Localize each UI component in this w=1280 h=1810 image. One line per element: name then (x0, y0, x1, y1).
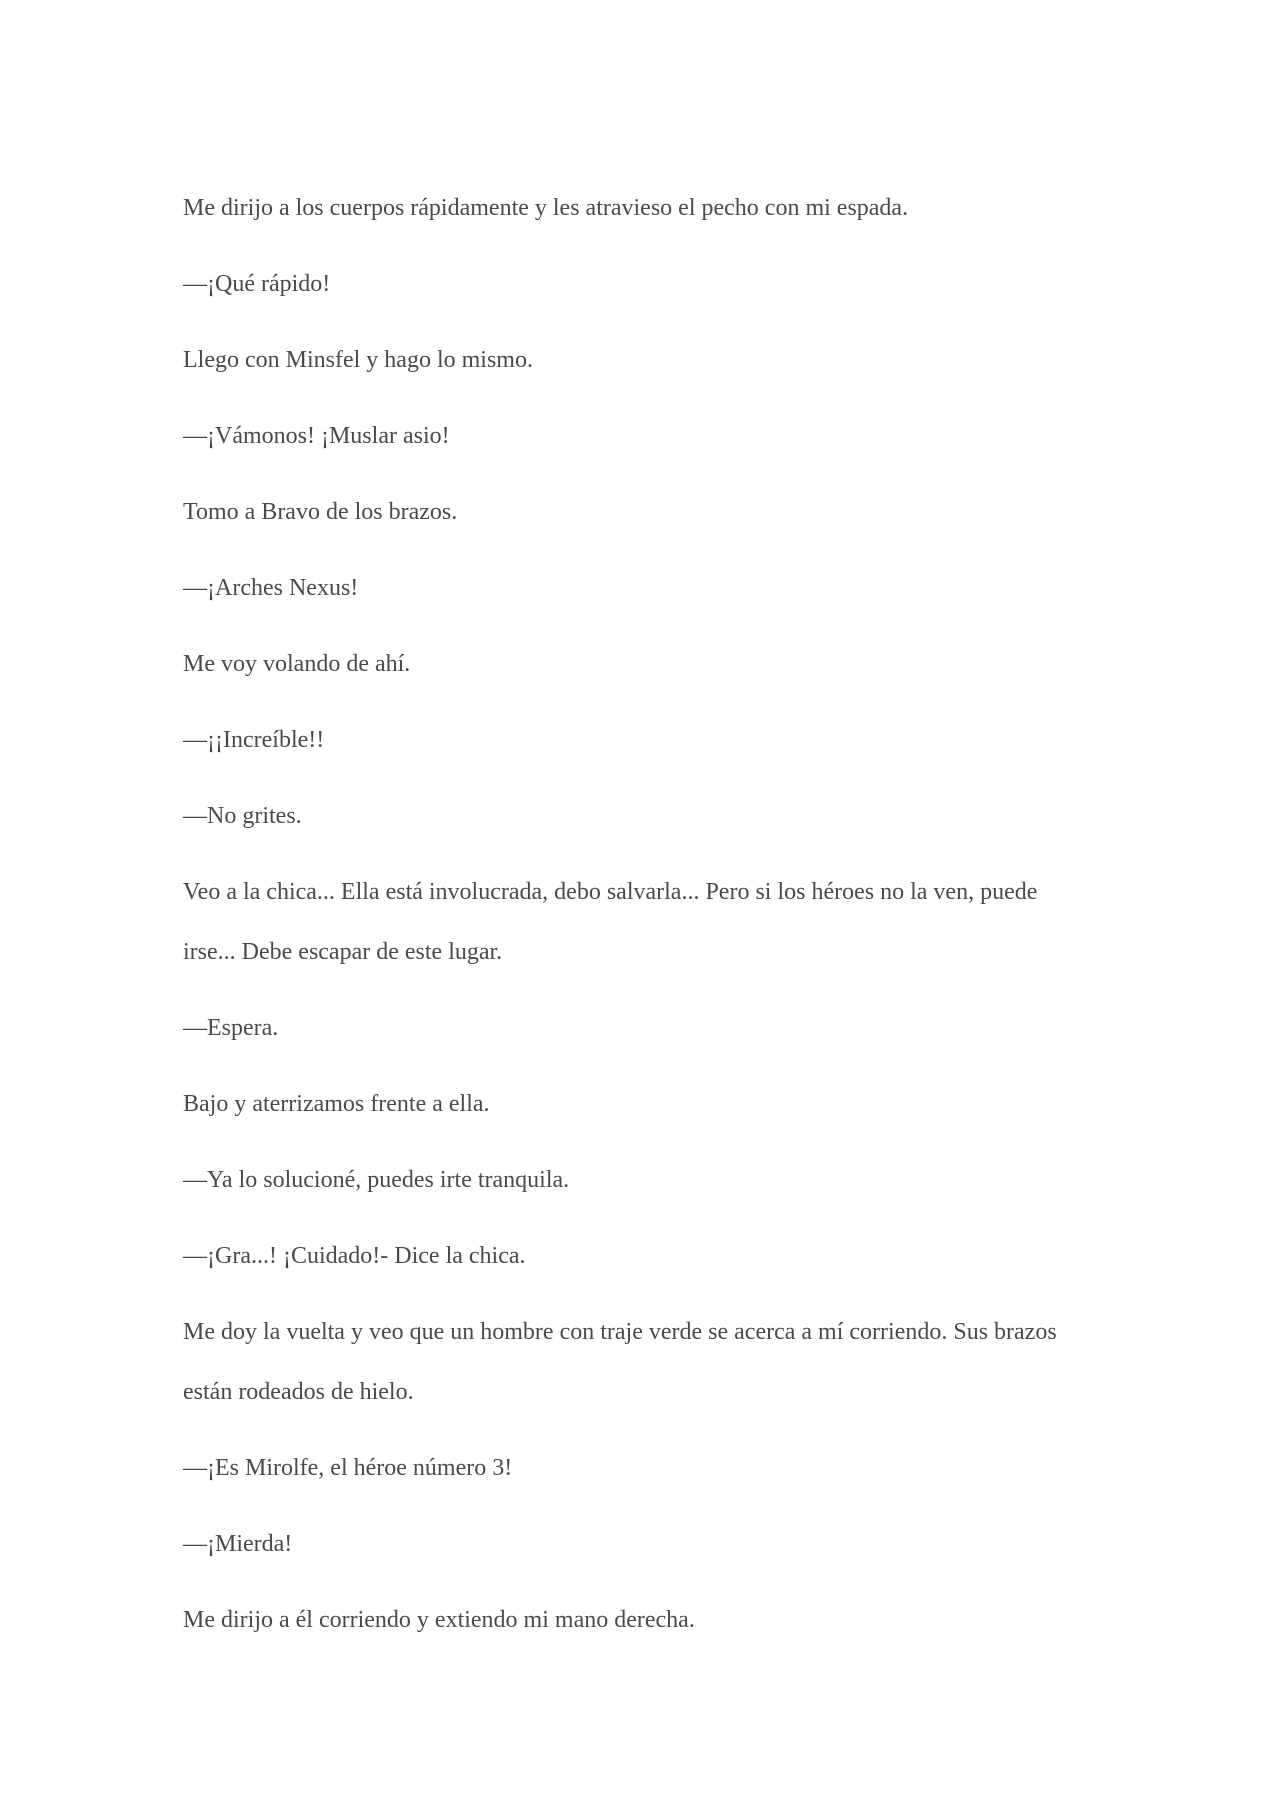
dialogue-line: —¡¡Increíble!! (183, 727, 325, 753)
dialogue-line: —¡Vámonos! ¡Muslar asio! (183, 423, 450, 449)
paragraph: Llego con Minsfel y hago lo mismo. (183, 347, 533, 373)
paragraph: Me dirijo a él corriendo y extiendo mi mano derecha. (183, 1607, 695, 1633)
story-text (183, 178, 1083, 1666)
dialogue-line: —¡Es Mirolfe, el héroe número 3! (183, 1455, 513, 1481)
paragraph: Me voy volando de ahí. (183, 651, 411, 677)
paragraph: Me doy la vuelta y veo que un hombre con traje verde se acerca a mí corriendo. Sus brazos están rodeados de hielo. (183, 1319, 1057, 1405)
dialogue-line: —¡Gra...! ¡Cuidado!- Dice la chica. (183, 1243, 526, 1269)
paragraph: Tomo a Bravo de los brazos. (183, 499, 458, 525)
dialogue-line: —¡Arches Nexus! (183, 575, 359, 601)
dialogue-line: —Espera. (183, 1015, 279, 1041)
dialogue-line: —No grites. (183, 803, 302, 829)
dialogue-line: —Ya lo solucioné, puedes irte tranquila. (183, 1167, 570, 1193)
dialogue-line: —¡Qué rápido! (183, 271, 331, 297)
paragraph: Me dirijo a los cuerpos rápidamente y les atravieso el pecho con mi espada. (183, 195, 909, 221)
paragraph: Veo a la chica... Ella está involucrada, debo salvarla... Pero si los héroes no la ven, puede irse... Debe escapar de este lugar. (183, 879, 1038, 965)
dialogue-line: —¡Mierda! (183, 1531, 293, 1557)
paragraph: Bajo y aterrizamos frente a ella. (183, 1091, 490, 1117)
